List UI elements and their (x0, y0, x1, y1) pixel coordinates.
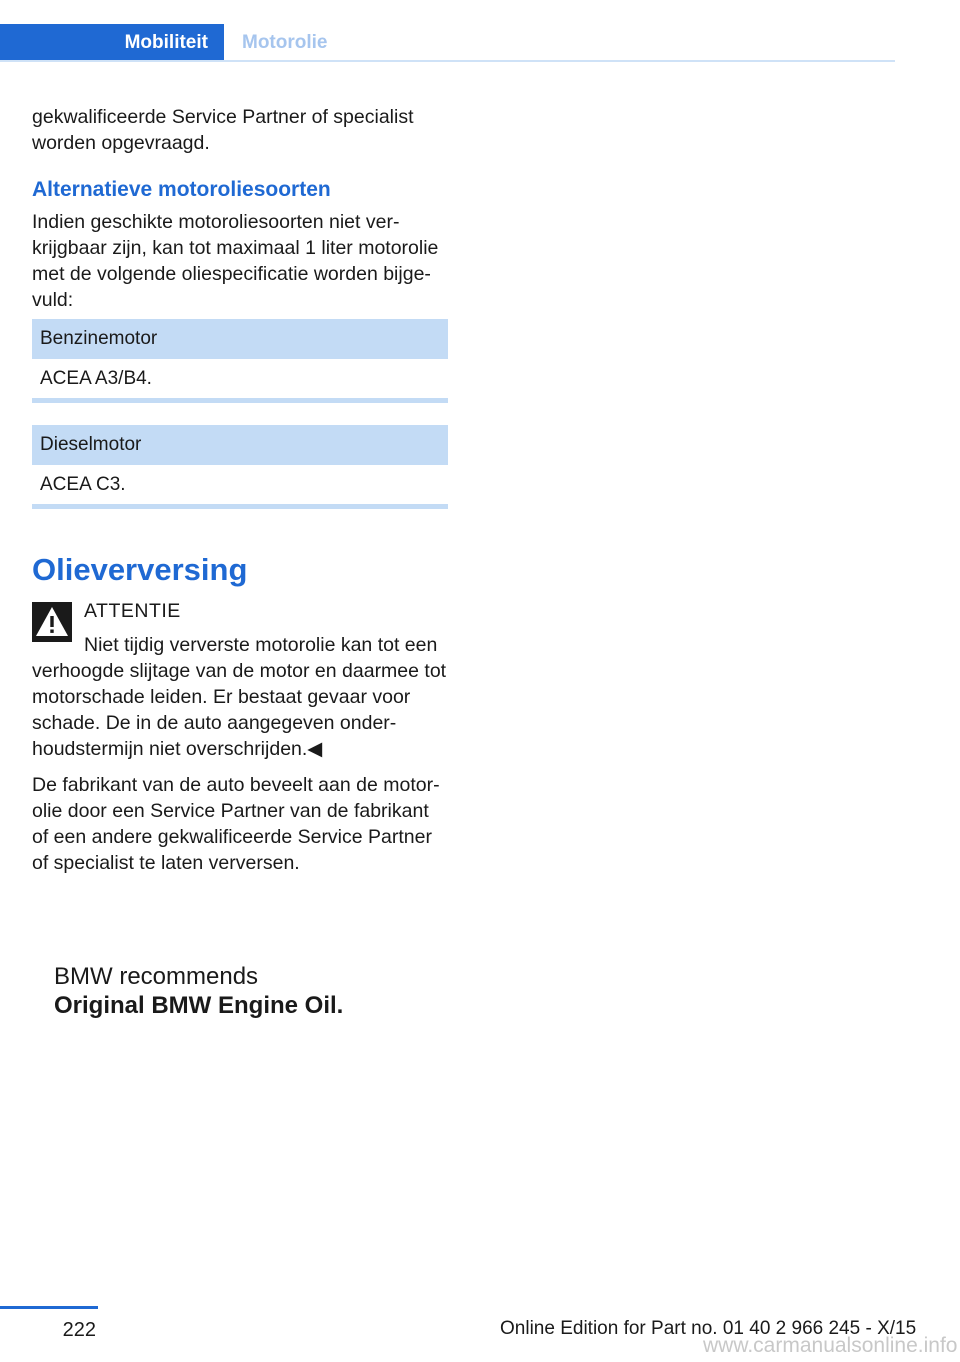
page-number-bar (0, 1306, 98, 1309)
table-cell-petrol: ACEA A3/B4. (40, 368, 152, 389)
header-divider (0, 60, 895, 62)
edition-footer: Online Edition for Part no. 01 40 2 966 245 - X/15 (500, 1318, 917, 1339)
page-header (0, 24, 895, 62)
advert-line-2: Original BMW Engine Oil. (54, 992, 344, 1019)
table-rule-diesel (32, 504, 448, 509)
tab-motorolie[interactable]: Motorolie (242, 32, 328, 53)
warning-label: ATTENTIE (84, 600, 181, 622)
intro-text: gekwalificeerde Service Partner of specialist worden opgevraagd. (32, 106, 414, 154)
oil-change-text: De fabrikant van de auto beveelt aan de motorolie door een Service Partner van de fabrikant of een andere gekwalificeerde Service Partner of specialist te laten verversen. (32, 774, 440, 874)
table-head-petrol: Benzinemotor (32, 319, 448, 359)
section-title-olieverversing: Olieverversing (32, 552, 248, 587)
alt-oils-text: Indien geschikte motoroliesoorten niet verkrijgbaar zijn, kan tot maximaal 1 liter motorolie met de volgende oliespecificatie worden bijgevuld: (32, 211, 439, 311)
alt-oils-heading: Alternatieve motoroliesoorten (32, 178, 331, 201)
tab-mobiliteit[interactable]: Mobiliteit (0, 24, 224, 62)
page-number: 222 (62, 1319, 96, 1341)
table-head-diesel: Dieselmotor (32, 425, 448, 465)
watermark-link[interactable]: www.carmanualsonline.info (703, 1334, 958, 1357)
table-cell-diesel: ACEA C3. (40, 474, 126, 495)
page-number-block (0, 1306, 98, 1342)
warning-text: Niet tijdig ververste motorolie kan tot een verhoogde slijtage van de motor en daarmee tot motorschade leiden. Er bestaat gevaar voor schade. De in de auto aangegeven onderhoudstermijn niet overschrijden.◀ (32, 634, 447, 760)
advert-line-1: BMW recommends (54, 963, 259, 990)
bmw-oil-advert (54, 962, 343, 1020)
table-rule-petrol (32, 398, 448, 403)
